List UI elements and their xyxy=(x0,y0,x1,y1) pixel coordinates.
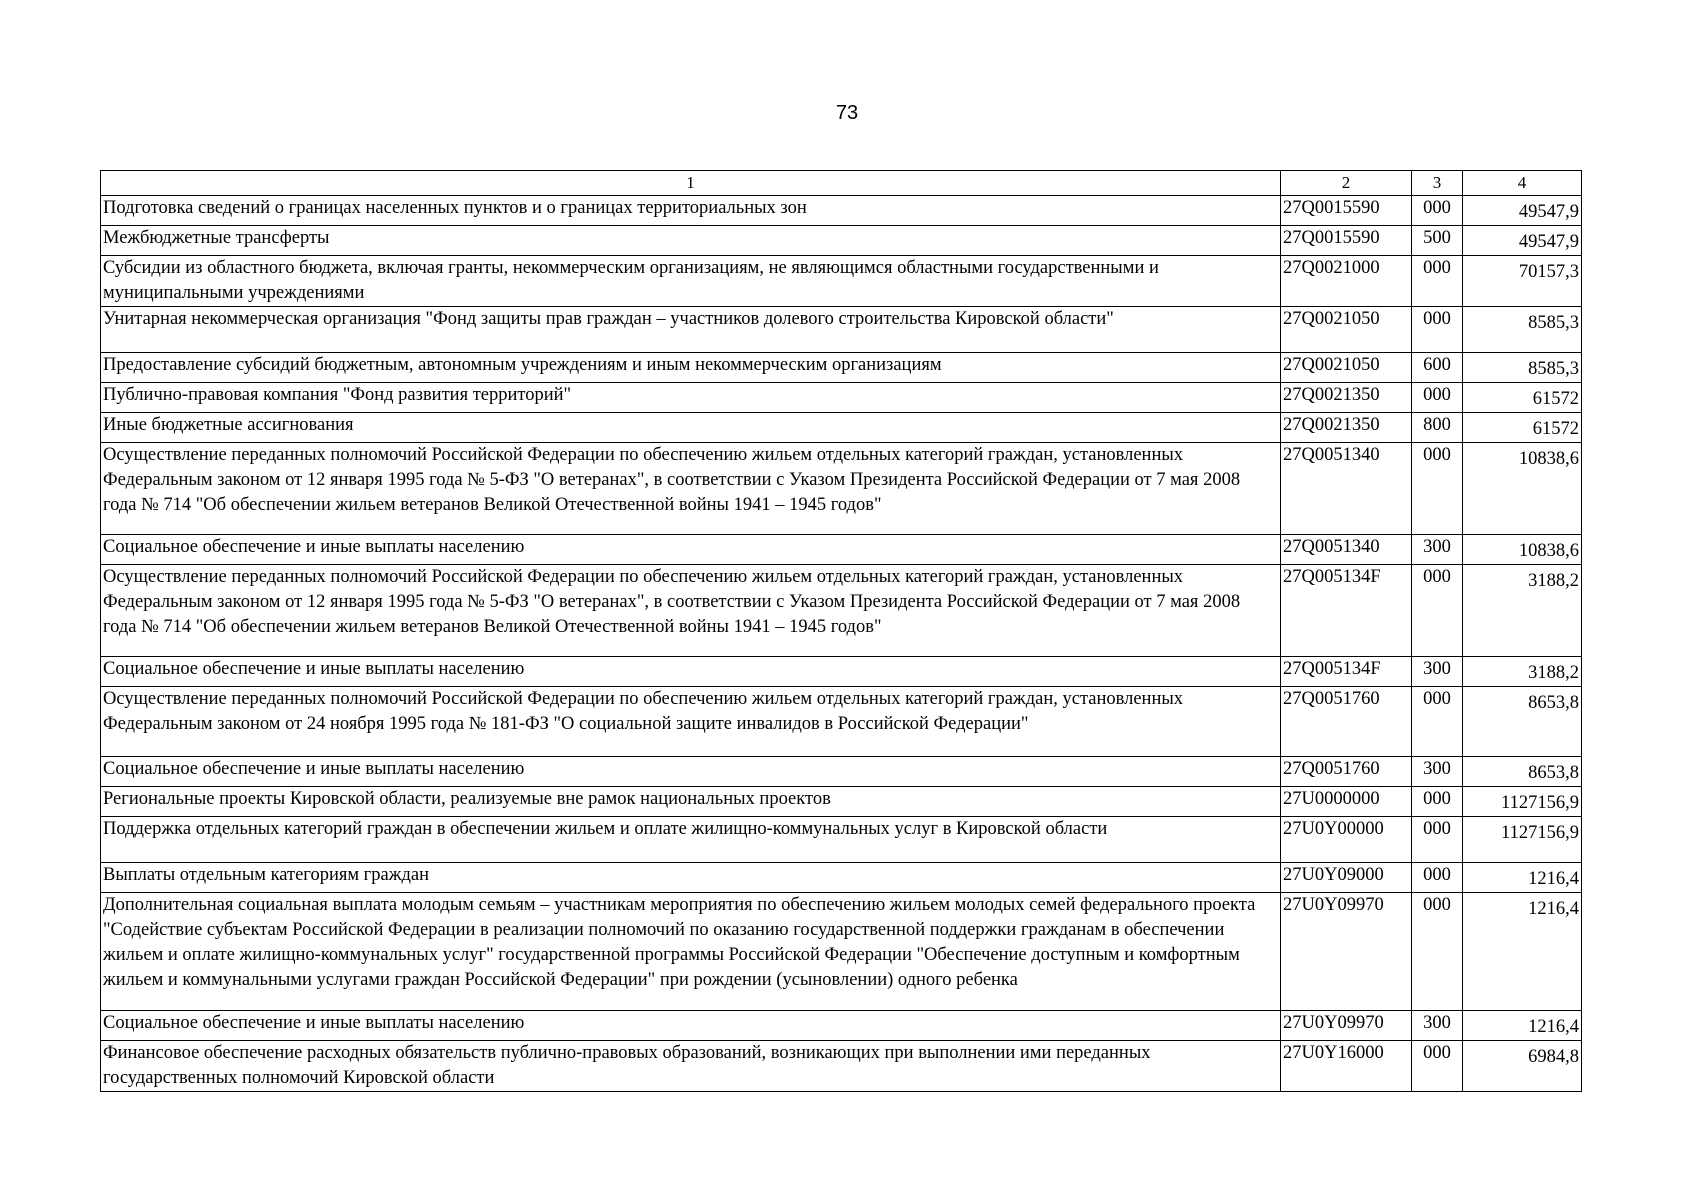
table-body xyxy=(101,196,1582,1092)
row-sum-cell xyxy=(1463,657,1582,687)
row-type-cell: 000 xyxy=(1412,1041,1463,1092)
row-sum-cell xyxy=(1463,535,1582,565)
row-sum-value: 6984,8 xyxy=(1528,1047,1579,1067)
row-sum-cell xyxy=(1463,196,1582,226)
header-row xyxy=(101,171,1582,196)
row-sum-cell xyxy=(1463,787,1582,817)
row-name-cell: Предоставление субсидий бюджетным, автономным учреждениям и иным некоммерческим организациям xyxy=(101,353,1281,383)
row-sum-value: 8585,3 xyxy=(1528,313,1579,333)
table-row xyxy=(101,307,1582,353)
row-sum-value: 8653,8 xyxy=(1528,763,1579,783)
budget-table xyxy=(100,170,1582,1092)
row-name-cell: Региональные проекты Кировской области, реализуемые вне рамок национальных проектов xyxy=(101,787,1281,817)
row-name-cell: Социальное обеспечение и иные выплаты населению xyxy=(101,1011,1281,1041)
row-code-cell: 27U0000000 xyxy=(1281,787,1412,817)
row-sum-value: 1216,4 xyxy=(1528,1017,1579,1037)
row-code-cell: 27U0Y09000 xyxy=(1281,863,1412,893)
row-code-cell: 27Q0021050 xyxy=(1281,353,1412,383)
table-row xyxy=(101,787,1582,817)
row-name-cell: Финансовое обеспечение расходных обязательств публично-правовых образований, возникающих при выполнении ими переданных государственных полномочий Кировской области xyxy=(101,1041,1281,1092)
row-sum-value: 1216,4 xyxy=(1528,899,1579,919)
row-code-cell: 27U0Y16000 xyxy=(1281,1041,1412,1092)
table-row xyxy=(101,226,1582,256)
row-sum-cell xyxy=(1463,1011,1582,1041)
table-row xyxy=(101,893,1582,1011)
row-code-cell: 27Q0051760 xyxy=(1281,757,1412,787)
row-code-cell: 27U0Y09970 xyxy=(1281,893,1412,1011)
row-sum-cell xyxy=(1463,353,1582,383)
row-code-cell: 27Q0051760 xyxy=(1281,687,1412,757)
row-sum-value: 61572 xyxy=(1532,389,1579,409)
row-sum-value: 8653,8 xyxy=(1528,693,1579,713)
row-sum-value: 10838,6 xyxy=(1518,541,1579,561)
row-name-cell: Осуществление переданных полномочий Российской Федерации по обеспечению жильем отдельных категорий граждан, установленных Федеральным законом от 24 ноября 1995 года № 181-ФЗ "О социальной защите инвалидов в Российской Федерации" xyxy=(101,687,1281,757)
table-row xyxy=(101,687,1582,757)
header-col-1: 1 xyxy=(101,171,1281,196)
row-sum-value: 70157,3 xyxy=(1518,262,1579,282)
row-type-cell: 600 xyxy=(1412,353,1463,383)
page-number: 73 xyxy=(835,102,859,124)
row-type-cell: 000 xyxy=(1412,383,1463,413)
row-type-cell: 000 xyxy=(1412,565,1463,657)
row-name-cell: Субсидии из областного бюджета, включая гранты, некоммерческим организациям, не являющимся областными государственными и муниципальными учреждениями xyxy=(101,256,1281,307)
row-type-cell: 000 xyxy=(1412,817,1463,863)
header-col-4: 4 xyxy=(1463,171,1582,196)
table-row xyxy=(101,383,1582,413)
row-code-cell: 27Q0021350 xyxy=(1281,413,1412,443)
row-sum-value: 1127156,9 xyxy=(1501,793,1579,813)
row-sum-value: 3188,2 xyxy=(1528,663,1579,683)
row-sum-cell xyxy=(1463,757,1582,787)
row-type-cell: 300 xyxy=(1412,757,1463,787)
table-row xyxy=(101,256,1582,307)
row-sum-cell xyxy=(1463,413,1582,443)
table-row xyxy=(101,817,1582,863)
row-sum-cell xyxy=(1463,817,1582,863)
row-name-cell: Социальное обеспечение и иные выплаты населению xyxy=(101,535,1281,565)
table-row xyxy=(101,863,1582,893)
row-code-cell: 27U0Y00000 xyxy=(1281,817,1412,863)
row-name-cell: Социальное обеспечение и иные выплаты населению xyxy=(101,657,1281,687)
table-row xyxy=(101,443,1582,535)
row-type-cell: 300 xyxy=(1412,1011,1463,1041)
row-code-cell: 27Q005134F xyxy=(1281,565,1412,657)
row-name-cell: Унитарная некоммерческая организация "Фонд защиты прав граждан – участников долевого строительства Кировской области" xyxy=(101,307,1281,353)
row-sum-value: 49547,9 xyxy=(1518,232,1579,252)
row-name-cell: Дополнительная социальная выплата молодым семьям – участникам мероприятия по обеспечению жильем молодых семей федерального проекта "Содействие субъектам Российской Федерации в реализации полномочий по оказанию государственной поддержки гражданам в обеспечении жильем и оплате жилищно-коммунальных услуг" государственной программы Российской Федерации "Обеспечение доступным и комфортным жильем и коммунальными услугами граждан Российской Федерации" при рождении (усыновлении) одного ребенка xyxy=(101,893,1281,1011)
row-sum-cell xyxy=(1463,893,1582,1011)
row-code-cell: 27Q0021000 xyxy=(1281,256,1412,307)
row-name-cell: Осуществление переданных полномочий Российской Федерации по обеспечению жильем отдельных категорий граждан, установленных Федеральным законом от 12 января 1995 года № 5-ФЗ "О ветеранах", в соответствии с Указом Президента Российской Федерации от 7 мая 2008 года № 714 "Об обеспечении жильем ветеранов Великой Отечественной войны 1941 – 1945 годов" xyxy=(101,565,1281,657)
row-name-cell: Иные бюджетные ассигнования xyxy=(101,413,1281,443)
row-sum-cell xyxy=(1463,226,1582,256)
row-sum-cell xyxy=(1463,565,1582,657)
row-type-cell: 000 xyxy=(1412,196,1463,226)
table-row xyxy=(101,353,1582,383)
row-type-cell: 000 xyxy=(1412,863,1463,893)
row-code-cell: 27Q0021350 xyxy=(1281,383,1412,413)
row-sum-value: 10838,6 xyxy=(1518,449,1579,469)
table-row xyxy=(101,535,1582,565)
row-type-cell: 000 xyxy=(1412,893,1463,1011)
row-sum-cell xyxy=(1463,687,1582,757)
row-name-cell: Социальное обеспечение и иные выплаты населению xyxy=(101,757,1281,787)
row-sum-cell xyxy=(1463,1041,1582,1092)
row-code-cell: 27Q0015590 xyxy=(1281,196,1412,226)
row-name-cell: Выплаты отдельным категориям граждан xyxy=(101,863,1281,893)
row-type-cell: 000 xyxy=(1412,256,1463,307)
row-code-cell: 27Q0021050 xyxy=(1281,307,1412,353)
table-row xyxy=(101,657,1582,687)
row-type-cell: 500 xyxy=(1412,226,1463,256)
table-row xyxy=(101,757,1582,787)
row-sum-value: 1127156,9 xyxy=(1501,823,1579,843)
row-code-cell: 27Q005134F xyxy=(1281,657,1412,687)
row-code-cell: 27Q0051340 xyxy=(1281,535,1412,565)
row-sum-cell xyxy=(1463,256,1582,307)
header-col-3: 3 xyxy=(1412,171,1463,196)
row-type-cell: 800 xyxy=(1412,413,1463,443)
row-name-cell: Осуществление переданных полномочий Российской Федерации по обеспечению жильем отдельных категорий граждан, установленных Федеральным законом от 12 января 1995 года № 5-ФЗ "О ветеранах", в соответствии с Указом Президента Российской Федерации от 7 мая 2008 года № 714 "Об обеспечении жильем ветеранов Великой Отечественной войны 1941 – 1945 годов" xyxy=(101,443,1281,535)
header-col-2: 2 xyxy=(1281,171,1412,196)
table-row xyxy=(101,1011,1582,1041)
row-sum-cell xyxy=(1463,307,1582,353)
row-code-cell: 27Q0015590 xyxy=(1281,226,1412,256)
row-name-cell: Подготовка сведений о границах населенных пунктов и о границах территориальных зон xyxy=(101,196,1281,226)
row-type-cell: 000 xyxy=(1412,687,1463,757)
row-type-cell: 000 xyxy=(1412,787,1463,817)
row-name-cell: Межбюджетные трансферты xyxy=(101,226,1281,256)
row-sum-cell xyxy=(1463,863,1582,893)
row-type-cell: 000 xyxy=(1412,307,1463,353)
row-code-cell: 27U0Y09970 xyxy=(1281,1011,1412,1041)
row-sum-value: 3188,2 xyxy=(1528,571,1579,591)
row-sum-cell xyxy=(1463,443,1582,535)
row-sum-cell xyxy=(1463,383,1582,413)
row-code-cell: 27Q0051340 xyxy=(1281,443,1412,535)
row-name-cell: Поддержка отдельных категорий граждан в обеспечении жильем и оплате жилищно-коммунальных услуг в Кировской области xyxy=(101,817,1281,863)
row-name-cell: Публично-правовая компания "Фонд развития территорий" xyxy=(101,383,1281,413)
row-sum-value: 1216,4 xyxy=(1528,869,1579,889)
row-sum-value: 49547,9 xyxy=(1518,202,1579,222)
row-type-cell: 300 xyxy=(1412,535,1463,565)
table-row xyxy=(101,1041,1582,1092)
table-row xyxy=(101,196,1582,226)
table-row xyxy=(101,565,1582,657)
row-sum-value: 8585,3 xyxy=(1528,359,1579,379)
row-type-cell: 000 xyxy=(1412,443,1463,535)
table-row xyxy=(101,413,1582,443)
row-type-cell: 300 xyxy=(1412,657,1463,687)
row-sum-value: 61572 xyxy=(1532,419,1579,439)
